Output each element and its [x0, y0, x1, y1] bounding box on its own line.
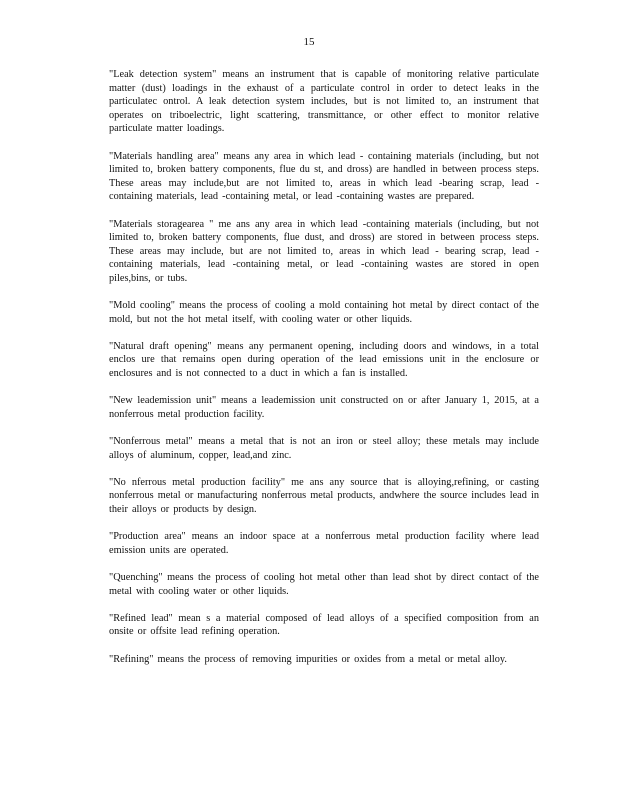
definitions-list	[109, 68, 539, 680]
definition-nonferrous-metal: "Nonferrous metal" means a metal that is not an iron or steel alloy; these metals may include alloys of aluminum, copper, lead,and zinc.	[109, 436, 539, 461]
definition-nonferrous-metal-production-facility: "No nferrous metal production facility" me ans any source that is alloying,refining, or casting nonferrous metal or manufacturing nonferrous metal products, andwhere the source includes lead in their alloys or products by design.	[109, 476, 539, 515]
page-number: 15	[303, 36, 315, 48]
definition-natural-draft-opening: "Natural draft opening" means any permanent opening, including doors and windows, in a total enclos ure that remains open during operation of the lead emissions unit in the enclosure or enclosures and is not connected to a duct in which a fan is installed.	[109, 340, 539, 380]
definition-leak-detection-system: "Leak detection system" means an instrument that is capable of monitoring relative particulate matter (dust) loadings in the exhaust of a particulate control in order to detect leaks in the particulatec ontrol. A leak detection system includes, but is not limited to, an instrument that operates on triboelectric, light scattering, transmittance, or other effect to monitor relative particulate matter loadings.	[109, 69, 539, 135]
definition-refined-lead: "Refined lead" mean s a material composed of lead alloys of a specified composition from an onsite or offsite lead refining operation.	[109, 612, 539, 638]
definition-production-area: "Production area" means an indoor space at a nonferrous metal production facility where lead emission units are operated.	[109, 531, 539, 556]
definition-materials-handling-area: "Materials handling area" means any area in which lead - containing materials (including, but not limited to, broken battery components, flue du st, and dross) are handled in between process steps. These areas may include,but are not limited to, areas in which lead -bearing scrap, lead - containing materials, lead -containing metal, or lead -containing wastes are prepared.	[109, 150, 539, 203]
definition-mold-cooling: "Mold cooling" means the process of cooling a mold containing hot metal by direct contact of the mold, but not the hot metal itself, with cooling water or other liquids.	[109, 300, 539, 325]
definition-refining: "Refining" means the process of removing impurities or oxides from a metal or metal alloy.	[109, 653, 507, 665]
definition-materials-storage-area: "Materials storagearea " me ans any area in which lead -containing materials (including, but not limited to, broken battery components, flue dust, and dross) are stored in between process steps. These areas may include, but are not limited to, areas in which lead - bearing scrap, lead - containing materials, lead -containing metal, or lead -containing wastes are stored in open piles,bins, or tubs.	[109, 218, 539, 284]
definition-quenching: "Quenching" means the process of cooling hot metal other than lead shot by direct contact of the metal with cooling water or other liquids.	[109, 571, 539, 597]
definition-new-lead-emission-unit: "New leademission unit" means a leademission unit constructed on or after January 1, 2015, at a nonferrous metal production facility.	[109, 395, 539, 420]
